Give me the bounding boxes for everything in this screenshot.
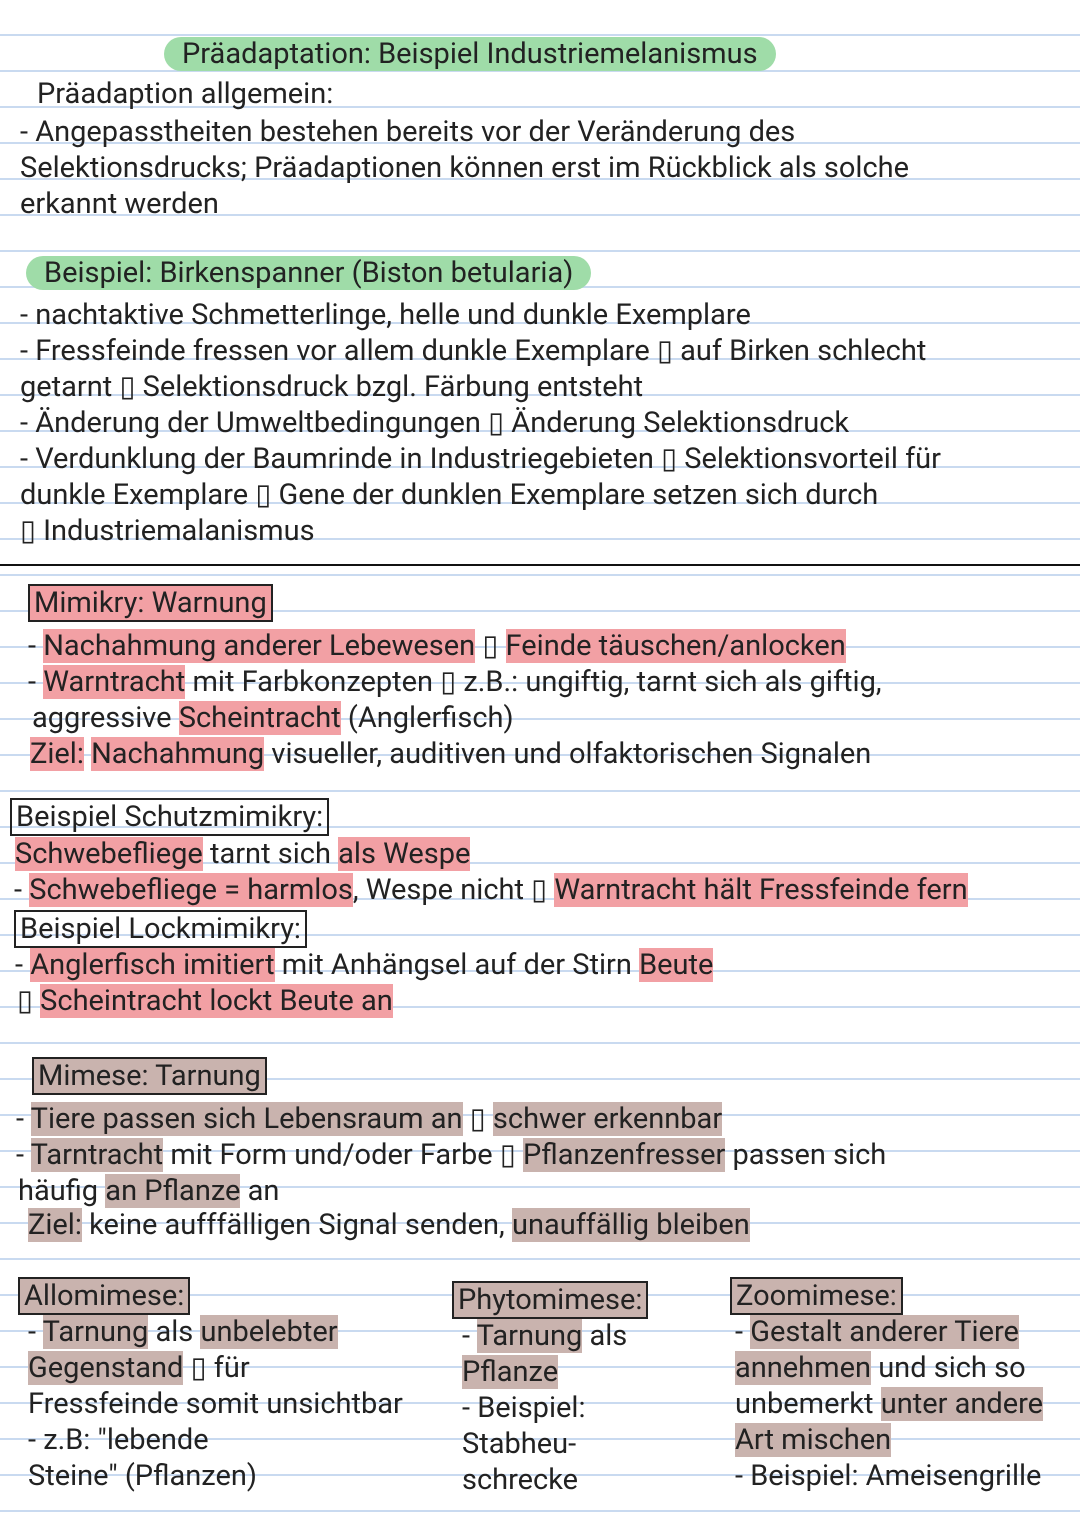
hl-beute: Beute — [639, 948, 714, 982]
zoo-line-2 — [735, 1350, 1026, 1386]
hl-als-wespe: als Wespe — [338, 837, 471, 871]
zoo-line-4 — [735, 1422, 891, 1458]
text: passen sich — [732, 1138, 887, 1172]
bsp-line-2: - Fressfeinde fressen vor allem dunkle Exemplare ▯ auf Birken schlecht — [20, 334, 927, 368]
mimikry-heading — [28, 585, 273, 621]
mimikry-line-1 — [28, 628, 846, 664]
phyto-line-3: - Beispiel: — [462, 1391, 586, 1425]
hl-feinde: Feinde täuschen/anlocken — [505, 629, 846, 663]
schutzmimikry-heading — [10, 799, 329, 835]
hl-harmlos: Schwebefliege = harmlos — [29, 873, 353, 907]
hl-annehmen: annehmen — [735, 1351, 871, 1385]
text: keine aufffälligen Signal senden, — [89, 1208, 505, 1242]
dash: - — [28, 665, 37, 699]
hl-nachahmung-2: Nachahmung — [91, 737, 265, 771]
bsp-line-1: - nachtaktive Schmetterlinge, helle und dunkle Exemplare — [20, 298, 751, 332]
text: mit Form und/oder Farbe ▯ — [170, 1138, 516, 1172]
bsp-line-5: - Verdunklung der Baumrinde in Industriegebieten ▯ Selektionsvorteil für — [20, 442, 941, 476]
dash: - — [14, 873, 23, 907]
text: und sich so — [878, 1351, 1026, 1385]
hl-gestalt: Gestalt anderer Tiere — [750, 1315, 1019, 1349]
text: als — [589, 1319, 628, 1353]
hl-unter-andere: unter andere — [880, 1387, 1044, 1421]
phyto-line-2 — [462, 1354, 558, 1390]
mimese-line-2 — [16, 1137, 886, 1173]
dash: - — [28, 629, 37, 663]
hl-nachahmung: Nachahmung anderer Lebewesen — [43, 629, 476, 663]
dash: - — [16, 1102, 25, 1136]
title-part-2: Industriemelanismus — [486, 37, 758, 71]
title-highlight — [164, 37, 776, 71]
text: häufig — [18, 1174, 99, 1208]
arrow-box: ▯ — [469, 1102, 486, 1136]
hl-tarnung: Tarnung — [476, 1319, 583, 1353]
mimese-line-3 — [18, 1173, 279, 1209]
schutz-line-2 — [14, 872, 968, 908]
phytomimese-heading — [452, 1282, 648, 1318]
phyto-line-5: schrecke — [462, 1463, 579, 1497]
schutzmimikry-heading-text: Beispiel Schutzmimikry: — [10, 798, 329, 836]
hl-ziel: Ziel: — [28, 1208, 82, 1242]
text: als — [155, 1315, 194, 1349]
bsp-line-3: getarnt ▯ Selektionsdruck bzgl. Färbung entsteht — [20, 370, 644, 404]
allo-line-5: Steine" (Pflanzen) — [28, 1459, 257, 1493]
arrow-box: ▯ — [482, 629, 499, 663]
text: unbemerkt — [735, 1387, 874, 1421]
section-divider — [0, 564, 1080, 566]
hl-pflanze: Pflanze — [462, 1355, 559, 1389]
hl-an-pflanze: an Pflanze — [105, 1174, 241, 1208]
allo-line-3: Fressfeinde somit unsichtbar — [28, 1387, 403, 1421]
hl-scheintracht: Scheintracht — [178, 701, 341, 735]
dash: - — [462, 1319, 471, 1353]
text: mit Farbkonzepten ▯ z.B.: ungiftig, tarnt sich als giftig, — [192, 665, 882, 699]
dash: - — [28, 1315, 37, 1349]
schutz-line-1 — [15, 836, 470, 872]
mimese-heading-text: Mimese: Tarnung — [32, 1057, 267, 1095]
phytomimese-heading-text: Phytomimese: — [452, 1281, 648, 1319]
mimese-line-4 — [28, 1207, 750, 1243]
hl-unauffaellig: unauffällig bleiben — [511, 1208, 750, 1242]
hl-warntracht-fern: Warntracht hält Fressfeinde fern — [554, 873, 968, 907]
hl-art-mischen: Art mischen — [735, 1423, 892, 1457]
birkenspanner-heading — [26, 255, 591, 291]
hl-ziel: Ziel: — [30, 737, 84, 771]
allo-line-1 — [28, 1314, 338, 1350]
lock-line-1 — [15, 947, 713, 983]
phyto-line-1 — [462, 1318, 627, 1354]
page-title — [164, 36, 776, 72]
hl-schwer-erkennbar: schwer erkennbar — [492, 1102, 723, 1136]
hl-lebensraum: Tiere passen sich Lebensraum an — [30, 1102, 463, 1136]
text: , Wespe nicht ▯ — [352, 873, 548, 907]
allo-line-4: - z.B: "lebende — [28, 1423, 209, 1457]
text: ▯ für — [190, 1351, 250, 1385]
zoomimese-heading-text: Zoomimese: — [730, 1277, 903, 1315]
allo-line-2 — [28, 1350, 250, 1386]
lock-line-2 — [17, 983, 393, 1019]
birkenspanner-heading-text: Beispiel: Birkenspanner (Biston betularia) — [26, 256, 591, 290]
zoo-line-1 — [735, 1314, 1019, 1350]
text: an — [247, 1174, 280, 1208]
text: visueller, auditiven und olfaktorischen Signalen — [271, 737, 872, 771]
hl-tarnung: Tarnung — [42, 1315, 149, 1349]
allg-line-3: erkannt werden — [20, 187, 219, 221]
allomimese-heading-text: Allomimese: — [18, 1277, 190, 1315]
hl-schwebefliege: Schwebefliege — [15, 837, 203, 871]
arrow-box: ▯ — [17, 984, 33, 1018]
zoo-line-3 — [735, 1386, 1043, 1422]
bsp-line-6: dunkle Exemplare ▯ Gene der dunklen Exemplare setzen sich durch — [20, 478, 879, 512]
mimese-heading — [32, 1058, 267, 1094]
hl-tarntracht: Tarntracht — [30, 1138, 164, 1172]
lockmimikry-heading — [14, 911, 307, 947]
allg-line-2: Selektionsdrucks; Präadaptionen können erst im Rückblick als solche — [20, 151, 909, 185]
text: mit Anhängsel auf der Stirn — [281, 948, 632, 982]
text: (Anglerfisch) — [347, 701, 514, 735]
mimikry-line-3 — [32, 700, 514, 736]
title-part-1: Präadaptation: Beispiel — [182, 37, 480, 71]
allg-heading: Präadaption allgemein: — [37, 77, 334, 111]
phyto-line-4: Stabheu- — [462, 1427, 577, 1461]
text: tarnt sich — [209, 837, 331, 871]
dash: - — [735, 1315, 744, 1349]
mimese-line-1 — [16, 1101, 722, 1137]
zoo-line-5: - Beispiel: Ameisengrille — [735, 1459, 1042, 1493]
zoomimese-heading — [730, 1278, 903, 1314]
hl-warntracht: Warntracht — [43, 665, 186, 699]
allg-line-1: - Angepasstheiten bestehen bereits vor der Veränderung des — [20, 115, 796, 149]
mimikry-line-4 — [30, 736, 871, 772]
allomimese-heading — [18, 1278, 190, 1314]
hl-unbelebter: unbelebter — [200, 1315, 338, 1349]
bsp-line-4: - Änderung der Umweltbedingungen ▯ Änderung Selektionsdruck — [20, 406, 850, 440]
hl-scheintracht-lockt: Scheintracht lockt Beute an — [40, 984, 393, 1018]
dash: - — [16, 1138, 25, 1172]
lockmimikry-heading-text: Beispiel Lockmimikry: — [14, 910, 307, 948]
mimikry-line-2 — [28, 664, 882, 700]
hl-anglerfisch: Anglerfisch imitiert — [30, 948, 275, 982]
dash: - — [15, 948, 24, 982]
bsp-line-7: ▯ Industriemalanismus — [20, 514, 315, 548]
hl-gegenstand: Gegenstand — [28, 1351, 184, 1385]
mimikry-heading-text: Mimikry: Warnung — [28, 584, 273, 622]
text: aggressive — [32, 701, 172, 735]
hl-pflanzenfresser: Pflanzenfresser — [523, 1138, 726, 1172]
